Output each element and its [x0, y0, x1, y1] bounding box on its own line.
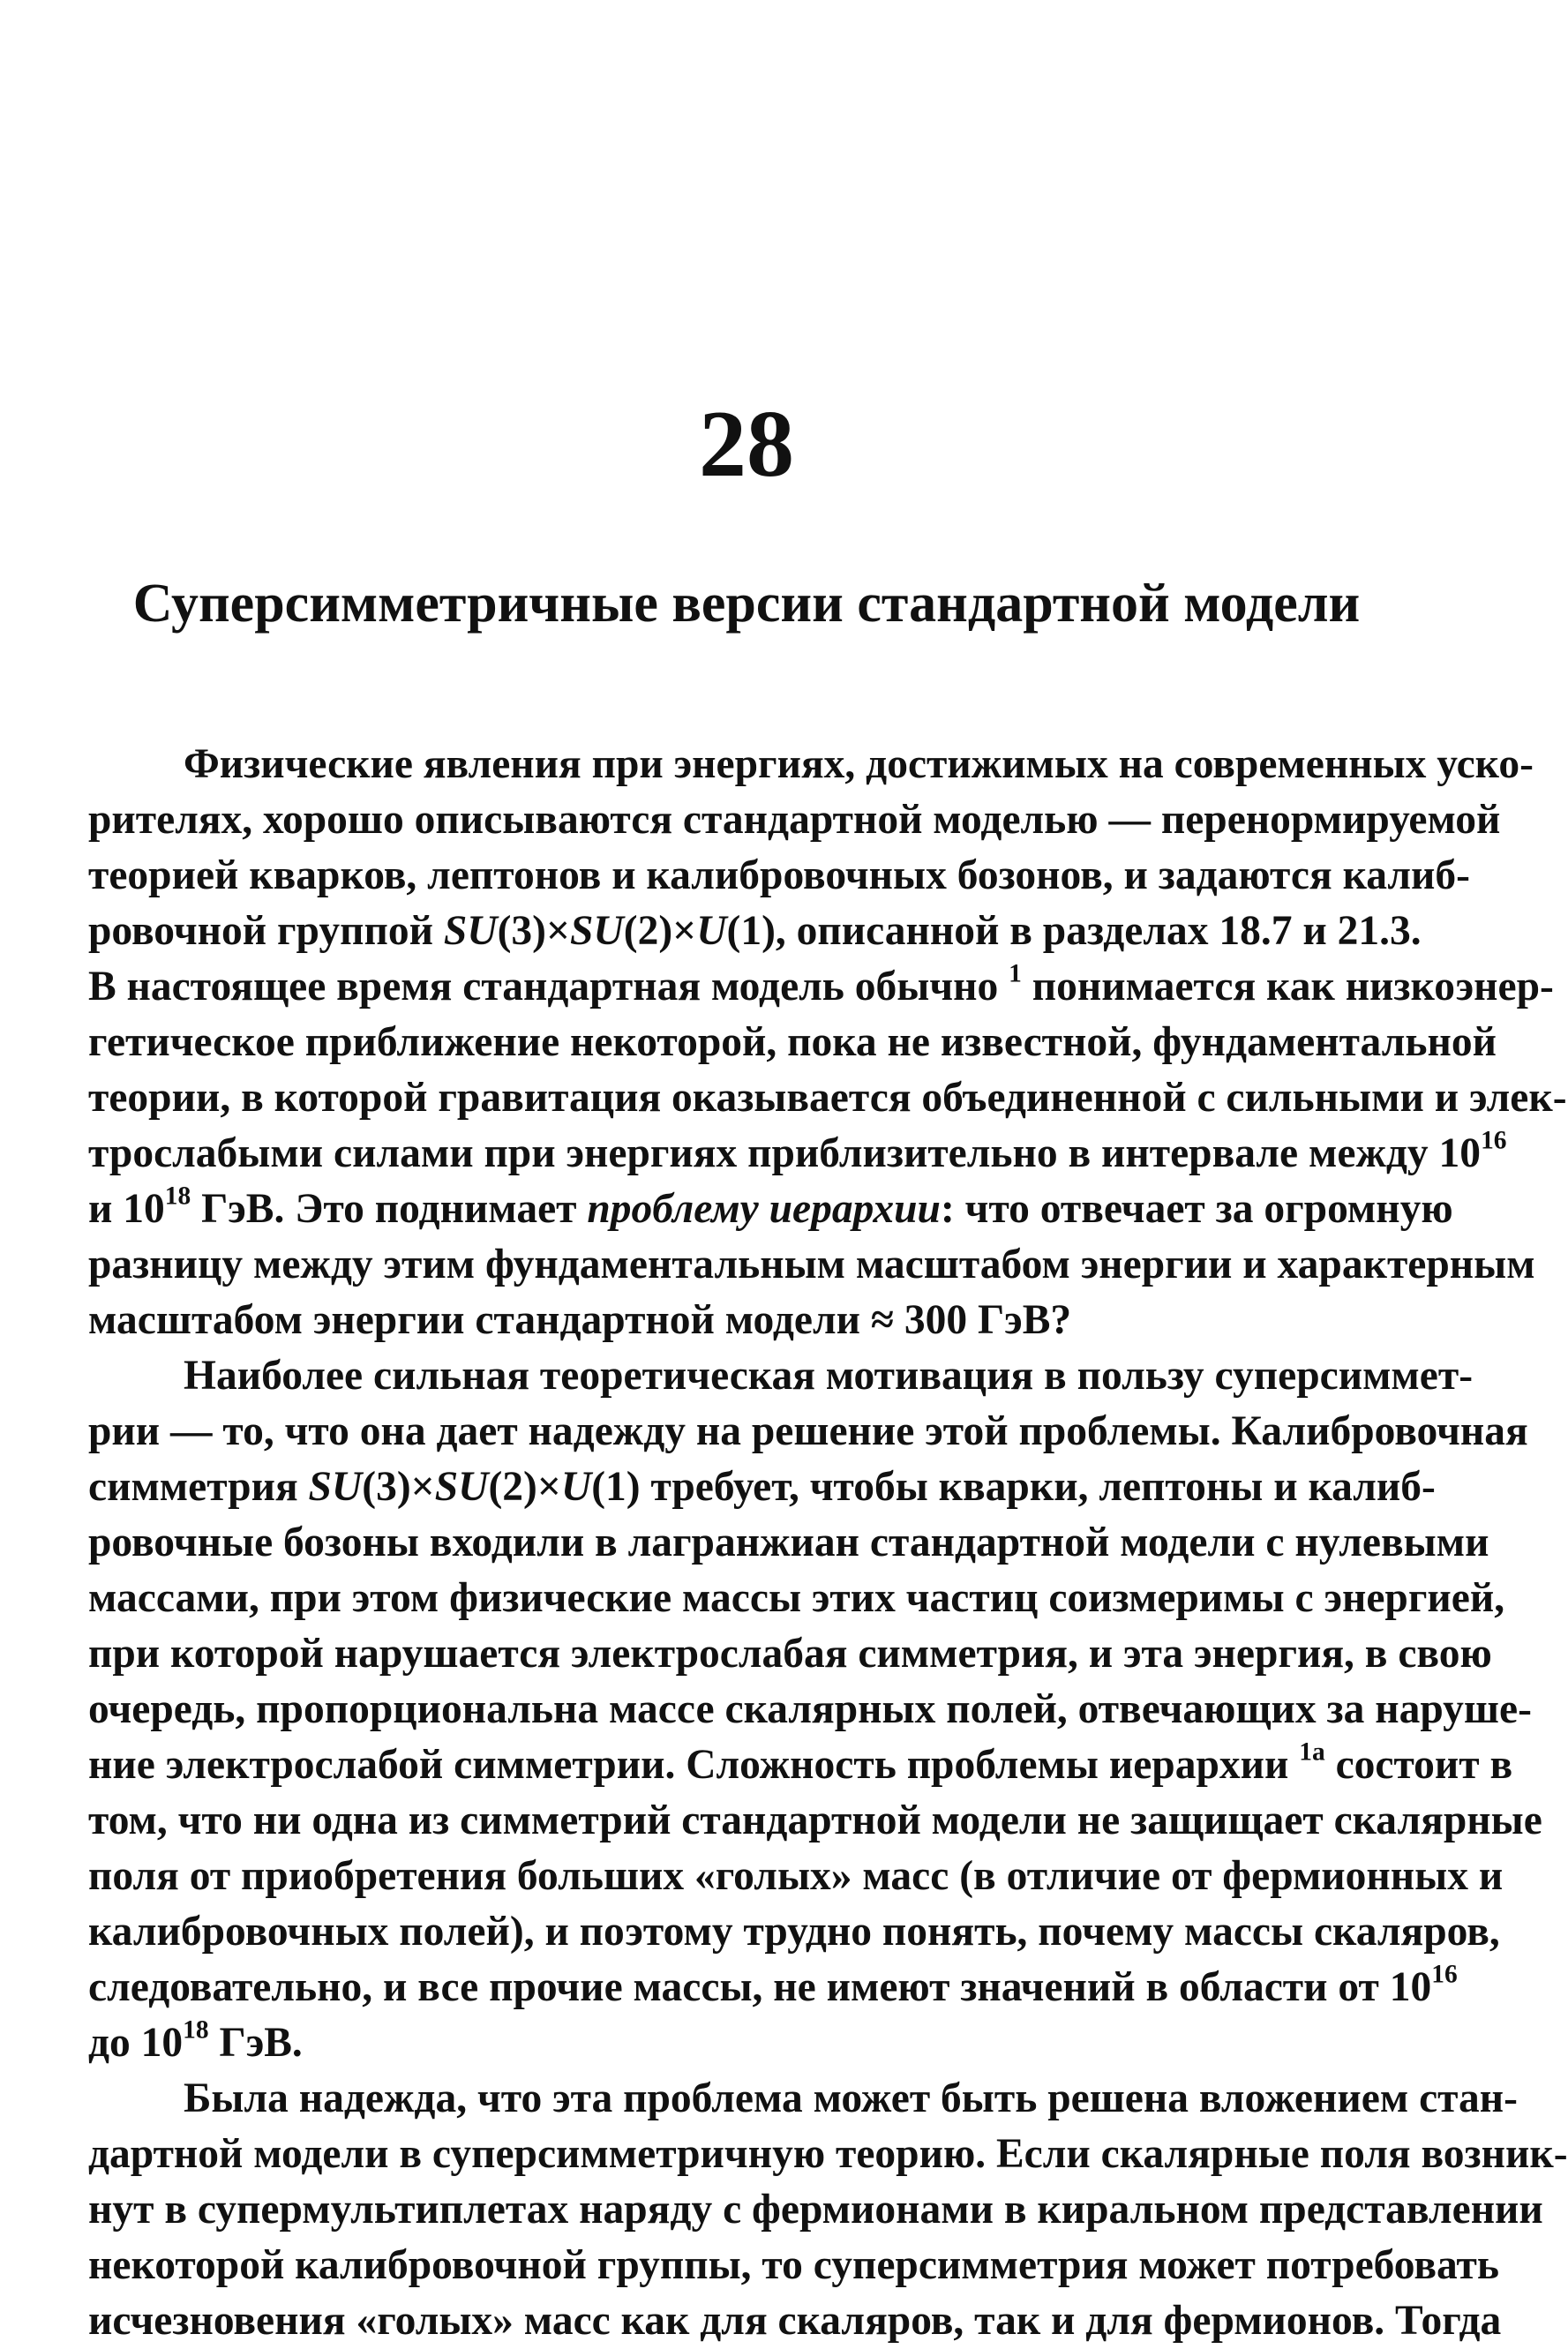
text-run: некоторой калибровочной группы, то суперсимметрия может потребовать: [88, 2242, 1499, 2288]
superscript: 1: [1009, 959, 1022, 988]
text-line: [88, 2015, 1415, 2071]
text-run: нут в супермультиплетах наряду с фермионами в киральном представлении: [88, 2187, 1543, 2233]
text-line: [88, 1126, 1507, 1182]
paragraph: [88, 1348, 1542, 2071]
text-line: [88, 2238, 1499, 2293]
text-run: разницу между этим фундаментальным масштабом энергии и характерным: [88, 1242, 1535, 1287]
text-run: ГэВ.: [208, 2020, 303, 2066]
text-run: симметрия: [88, 1464, 309, 1510]
superscript: 16: [1481, 1126, 1507, 1155]
body-text: [88, 737, 1568, 2349]
text-run: (2)×: [488, 1464, 561, 1510]
chapter-number: 28: [699, 392, 794, 497]
text-line: [88, 1960, 1458, 2015]
text-run: рителях, хорошо описываются стандартной моделью — перенормируемой: [88, 797, 1501, 843]
text-run: В настоящее время стандартная модель обычно: [88, 964, 1009, 1009]
italic-text: U: [560, 1464, 592, 1510]
text-run: : что отвечает за огромную: [940, 1186, 1453, 1232]
text-run: ние электрослабой симметрии. Сложность проблемы иерархии: [88, 1742, 1300, 1788]
text-run: понимается как низкоэнер-: [1021, 964, 1554, 1009]
text-run: очередь, пропорциональна массе скалярных полей, отвечающих за наруше-: [88, 1686, 1532, 1732]
text-run: ровочной группой: [88, 908, 444, 954]
text-line: [88, 1682, 1532, 1737]
text-run: и 10: [88, 1186, 165, 1232]
text-line: [88, 792, 1501, 848]
text-run: Физические явления при энергиях, достижимых на современных уско-: [184, 741, 1534, 787]
text-line: [88, 2182, 1543, 2238]
text-run: калибровочных полей), и поэтому трудно понять, почему массы скаляров,: [88, 1909, 1500, 1955]
text-run: при которой нарушается электрослабая симметрия, и эта энергия, в свою: [88, 1631, 1492, 1677]
text-line: [88, 1460, 1436, 1515]
text-run: поля от приобретения больших «голых» масс (в отличие от фермионных и: [88, 1853, 1504, 1899]
chapter-title: Суперсимметричные версии стандартной модели: [132, 574, 1361, 634]
text-line: [88, 1182, 1453, 1237]
italic-text: SU: [570, 908, 624, 954]
text-run: следовательно, и все прочие массы, не имеют значений в области от 10: [88, 1964, 1432, 2010]
text-run: (1), описанной в разделах 18.7 и 21.3.: [726, 908, 1422, 954]
text-line: [88, 1293, 1415, 1348]
italic-text: проблему иерархии: [587, 1186, 941, 1232]
text-line: [88, 959, 1554, 1015]
italic-text: U: [696, 908, 727, 954]
text-line: [88, 1348, 1474, 1404]
text-run: трослабыми силами при энергиях приблизительно в интервале между 10: [88, 1130, 1482, 1176]
text-run: (2)×: [623, 908, 697, 954]
text-line: [88, 1237, 1535, 1293]
text-line: [88, 737, 1534, 792]
text-line: [88, 1404, 1528, 1460]
superscript: 16: [1431, 1960, 1458, 1989]
text-run: (3)×: [497, 908, 571, 954]
text-line: [88, 904, 1422, 959]
text-run: (3)×: [362, 1464, 435, 1510]
text-run: исчезновения «голых» масс как для скаляров, так и для фермионов. Тогда: [88, 2298, 1502, 2344]
text-run: том, что ни одна из симметрий стандартной модели не защищает скалярные: [88, 1797, 1542, 1843]
text-line: [88, 2293, 1502, 2349]
text-line: [88, 2071, 1518, 2127]
text-line: [88, 1571, 1505, 1626]
superscript: 1a: [1299, 1737, 1325, 1767]
text-run: теории, в которой гравитация оказывается объединенной с сильными и элек-: [88, 1075, 1567, 1121]
text-line: [88, 1737, 1513, 1793]
text-line: [88, 1070, 1567, 1126]
text-run: до 10: [88, 2020, 184, 2066]
text-run: Наиболее сильная теоретическая мотивация в пользу суперсиммет-: [184, 1353, 1474, 1399]
text-line: [88, 1515, 1489, 1571]
text-run: гетическое приближение некоторой, пока не известной, фундаментальной: [88, 1019, 1497, 1065]
text-run: дартной модели в суперсимметричную теорию. Если скалярные поля возник-: [88, 2131, 1568, 2177]
text-run: масштабом энергии стандартной модели ≈ 300 ГэВ?: [88, 1297, 1072, 1343]
text-line: [88, 1626, 1492, 1682]
text-run: Была надежда, что эта проблема может быть решена вложением стан-: [184, 2075, 1518, 2121]
text-line: [88, 1793, 1542, 1849]
italic-text: SU: [308, 1464, 363, 1510]
text-line: [88, 1904, 1500, 1960]
text-run: состоит в: [1324, 1742, 1513, 1788]
text-run: ГэВ. Это поднимает: [191, 1186, 588, 1232]
text-line: [88, 848, 1470, 904]
text-run: (1) требует, чтобы кварки, лептоны и калиб-: [591, 1464, 1436, 1510]
paragraph: [88, 2071, 1568, 2349]
text-run: массами, при этом физические массы этих частиц соизмеримы с энергией,: [88, 1575, 1505, 1621]
paragraph: [88, 737, 1567, 1348]
italic-text: SU: [434, 1464, 489, 1510]
text-run: ровочные бозоны входили в лагранжиан стандартной модели с нулевыми: [88, 1520, 1489, 1565]
text-line: [88, 1849, 1504, 1904]
text-run: теорией кварков, лептонов и калибровочных бозонов, и задаются калиб-: [88, 852, 1470, 898]
text-run: рии — то, что она дает надежду на решение этой проблемы. Калибровочная: [88, 1408, 1528, 1454]
superscript: 18: [183, 2015, 209, 2045]
text-line: [88, 2127, 1568, 2182]
italic-text: SU: [443, 908, 498, 954]
text-line: [88, 1015, 1497, 1070]
superscript: 18: [164, 1182, 191, 1211]
